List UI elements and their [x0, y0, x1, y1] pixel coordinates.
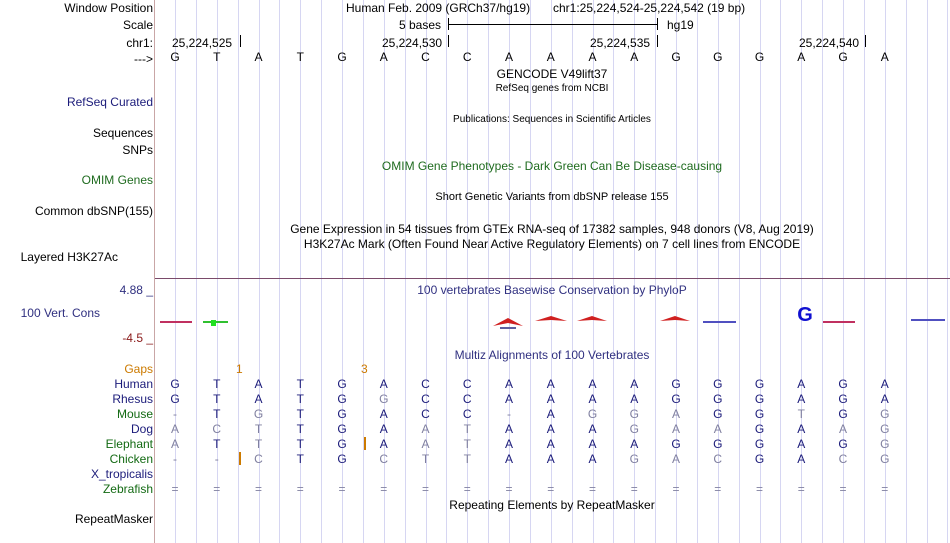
track-image-area[interactable]	[155, 0, 950, 543]
mouse-base: C	[462, 407, 472, 421]
species-zebrafish[interactable]: Zebrafish	[102, 482, 153, 496]
chicken-base: C	[713, 452, 723, 466]
alignment-row-dog	[155, 422, 950, 436]
repeatmasker-track-title: Repeating Elements by RepeatMasker	[449, 498, 655, 512]
track-label-sequences[interactable]: Sequences	[92, 126, 153, 140]
dog-base: T	[254, 422, 263, 436]
zebrafish-base: =	[338, 482, 346, 496]
zebrafish-base: =	[588, 482, 596, 496]
rhesus-base: G	[838, 392, 848, 406]
ruler-tick	[448, 35, 449, 47]
assembly-title: Human Feb. 2009 (GRCh37/hg19)	[346, 1, 531, 15]
track-label-dbsnp[interactable]: Common dbSNP(155)	[34, 204, 153, 218]
dog-base: T	[463, 422, 471, 436]
scale-bar-line	[448, 24, 657, 25]
dog-base: A	[797, 422, 806, 436]
scale-bar-right-tick	[657, 18, 658, 30]
phylop-letter-shape	[660, 316, 690, 321]
human-base: A	[797, 377, 806, 391]
gtex-track-title: Gene Expression in 54 tissues from GTEx RNA-seq of 17382 samples, 948 donors (V8, Aug 2019)	[290, 222, 814, 236]
dbsnp-track-title: Short Genetic Variants from dbSNP release 155	[435, 191, 669, 203]
scale-db-name: hg19	[667, 18, 694, 32]
phylop-logo-graph	[155, 300, 950, 340]
dog-base: A	[838, 422, 847, 436]
chicken-base: T	[421, 452, 430, 466]
reference-base: G	[337, 50, 347, 64]
human-base: C	[421, 377, 430, 391]
elephant-base: T	[463, 437, 471, 451]
chicken-base: A	[546, 452, 555, 466]
phylop-letter-shape	[493, 318, 523, 326]
phylop-bar	[823, 321, 855, 323]
insertion-marker	[364, 437, 366, 450]
mouse-base: T	[296, 407, 304, 421]
chicken-base: A	[797, 452, 806, 466]
chrom-label: chr1:	[126, 36, 153, 50]
reference-base: A	[254, 50, 263, 64]
chicken-base: G	[880, 452, 890, 466]
human-base: A	[379, 377, 388, 391]
mouse-base: A	[546, 407, 555, 421]
window-position-value: chr1:25,224,524-25,224,542 (19 bp)	[553, 1, 746, 15]
elephant-base: A	[797, 437, 806, 451]
mouse-base: T	[797, 407, 805, 421]
multiz-track-title: Multiz Alignments of 100 Vertebrates	[454, 348, 650, 362]
phylop-bar	[703, 321, 736, 323]
rhesus-base: G	[671, 392, 681, 406]
elephant-base: T	[254, 437, 263, 451]
species-chicken[interactable]: Chicken	[109, 452, 153, 466]
cons-min-label: -4.5 _	[122, 331, 153, 345]
dog-base: T	[296, 422, 304, 436]
human-base: A	[588, 377, 597, 391]
rhesus-base: A	[588, 392, 597, 406]
chicken-base: G	[337, 452, 347, 466]
reference-base: G	[170, 50, 180, 64]
zebrafish-base: =	[547, 482, 555, 496]
mouse-base: T	[213, 407, 221, 421]
ruler-tick	[657, 35, 658, 47]
track-label-gaps[interactable]: Gaps	[124, 362, 153, 376]
human-base: C	[462, 377, 472, 391]
rhesus-base: A	[797, 392, 806, 406]
gap-count: 3	[361, 362, 368, 376]
mouse-base: C	[421, 407, 430, 421]
reference-base: C	[462, 50, 472, 64]
mouse-base: G	[838, 407, 848, 421]
chicken-base: C	[254, 452, 263, 466]
elephant-base: G	[713, 437, 723, 451]
alignment-row-human	[155, 377, 950, 391]
elephant-base: A	[630, 437, 639, 451]
dog-base: G	[629, 422, 639, 436]
zebrafish-base: =	[421, 482, 429, 496]
reference-base: C	[421, 50, 430, 64]
human-base: G	[754, 377, 765, 391]
zebrafish-base: =	[171, 482, 179, 496]
publications-track-title: Publications: Sequences in Scientific Articles	[453, 114, 651, 125]
rhesus-base: G	[337, 392, 347, 406]
zebrafish-base: =	[463, 482, 471, 496]
zebrafish-base: =	[755, 482, 763, 496]
h3k27ac-track-title: H3K27Ac Mark (Often Found Near Active Regulatory Elements) on 7 cell lines from ENCODE	[303, 237, 801, 251]
chicken-base: G	[754, 452, 765, 466]
chicken-base: A	[588, 452, 597, 466]
reference-base: G	[713, 50, 723, 64]
mouse-base: G	[587, 407, 598, 421]
rhesus-base: A	[504, 392, 513, 406]
reference-sequence-row	[155, 50, 950, 64]
track-label-repeatmasker[interactable]: RepeatMasker	[74, 512, 153, 526]
reference-base: A	[880, 50, 889, 64]
gap-count: 1	[236, 362, 243, 376]
chicken-base: T	[296, 452, 304, 466]
elephant-base: T	[213, 437, 221, 451]
zebrafish-base: =	[672, 482, 680, 496]
zebrafish-base: =	[797, 482, 805, 496]
ruler-label: 25,224,525	[172, 36, 233, 50]
chicken-base: C	[379, 452, 389, 466]
dog-base: A	[421, 422, 430, 436]
dog-base: A	[504, 422, 513, 436]
dog-base: A	[588, 422, 597, 436]
track-label-refseq[interactable]: RefSeq Curated	[66, 95, 153, 109]
chicken-base: -	[214, 452, 219, 466]
cons-max-label: 4.88 _	[119, 283, 153, 297]
reference-base: A	[588, 50, 597, 64]
strand-arrow-label[interactable]: --->	[134, 52, 153, 66]
mouse-base: G	[253, 407, 264, 421]
reference-base: T	[296, 50, 304, 64]
ruler-tick	[240, 35, 241, 47]
rhesus-base: G	[713, 392, 723, 406]
ruler-label: 25,224,535	[590, 36, 651, 50]
zebrafish-base: =	[505, 482, 513, 496]
rhesus-base: T	[213, 392, 221, 406]
chicken-base: T	[463, 452, 471, 466]
mouse-base: -	[507, 407, 511, 421]
reference-base: A	[379, 50, 388, 64]
human-base: G	[671, 377, 681, 391]
human-base: G	[713, 377, 723, 391]
human-base: A	[880, 377, 889, 391]
reference-base: A	[797, 50, 806, 64]
human-base: A	[546, 377, 555, 391]
rhesus-base: A	[546, 392, 555, 406]
phylop-letter-shape	[577, 316, 607, 321]
chicken-base: C	[838, 452, 848, 466]
rhesus-base: G	[170, 392, 180, 406]
chicken-base: A	[504, 452, 513, 466]
dog-base: A	[546, 422, 555, 436]
ruler-tick	[865, 35, 866, 47]
zebrafish-base: =	[839, 482, 847, 496]
phylop-letter-shape	[535, 316, 567, 321]
chicken-base: -	[173, 452, 177, 466]
track-label-h3k27ac[interactable]: Layered H3K27Ac	[20, 250, 118, 264]
human-base: G	[170, 377, 180, 391]
alignment-row-zebrafish	[155, 482, 950, 496]
reference-base: G	[838, 50, 848, 64]
zebrafish-base: =	[296, 482, 304, 496]
elephant-base: G	[754, 437, 765, 451]
omim-phenotypes-title: OMIM Gene Phenotypes - Dark Green Can Be Disease-causing	[381, 159, 723, 173]
mouse-base: G	[880, 407, 890, 421]
phylop-bar	[500, 327, 516, 329]
mouse-base: G	[713, 407, 723, 421]
species-mouse[interactable]: Mouse	[116, 407, 153, 421]
dog-base: A	[379, 422, 388, 436]
track-label-column	[0, 0, 153, 543]
rhesus-base: C	[421, 392, 430, 406]
zebrafish-base: =	[254, 482, 262, 496]
reference-base: A	[630, 50, 639, 64]
phylop-bar	[911, 319, 945, 321]
reference-base: A	[546, 50, 555, 64]
zebrafish-base: =	[380, 482, 388, 496]
mouse-base: A	[379, 407, 388, 421]
zebrafish-base: =	[881, 482, 889, 496]
gencode-track-title[interactable]: GENCODE V49lift37	[496, 67, 608, 81]
zebrafish-base: =	[213, 482, 221, 496]
mouse-base: G	[754, 407, 765, 421]
elephant-base: A	[379, 437, 388, 451]
alignment-row-elephant	[155, 437, 950, 451]
alignment-row-chicken	[155, 452, 950, 466]
ruler-label: 25,224,540	[799, 36, 860, 50]
alignment-row-rhesus	[155, 392, 950, 406]
elephant-base: G	[671, 437, 681, 451]
human-base: G	[838, 377, 848, 391]
track-label-snps[interactable]: SNPs	[122, 143, 153, 157]
track-label-cons[interactable]: 100 Vert. Cons	[20, 306, 100, 320]
insertion-marker	[239, 452, 241, 465]
elephant-base: G	[880, 437, 890, 451]
phylop-bar	[211, 320, 216, 326]
species-human[interactable]: Human	[114, 377, 153, 391]
species-elephant[interactable]: Elephant	[105, 437, 153, 451]
chicken-base: G	[629, 452, 639, 466]
track-group-separator	[155, 278, 950, 279]
mouse-base: A	[671, 407, 680, 421]
elephant-base: A	[170, 437, 179, 451]
elephant-base: A	[546, 437, 555, 451]
dog-base: A	[671, 422, 680, 436]
phylop-bar	[160, 321, 192, 323]
rhesus-base: A	[880, 392, 889, 406]
human-base: A	[254, 377, 263, 391]
rhesus-base: C	[462, 392, 472, 406]
window-position-label: Window Position	[64, 1, 153, 15]
rhesus-base: G	[379, 392, 389, 406]
human-base: T	[213, 377, 221, 391]
dog-base: C	[212, 422, 222, 436]
human-base: G	[337, 377, 347, 391]
elephant-base: T	[296, 437, 304, 451]
track-label-omim[interactable]: OMIM Genes	[81, 173, 153, 187]
reference-base: A	[504, 50, 513, 64]
dog-base: G	[337, 422, 347, 436]
elephant-base: G	[838, 437, 848, 451]
phylop-logo-g: G	[797, 304, 813, 326]
dog-base: G	[754, 422, 765, 436]
mouse-base: -	[173, 407, 177, 421]
chicken-base: A	[671, 452, 680, 466]
dog-base: G	[880, 422, 890, 436]
mouse-base: G	[337, 407, 347, 421]
alignment-row-mouse	[155, 407, 950, 421]
elephant-base: A	[421, 437, 430, 451]
refseq-track-subtitle: RefSeq genes from NCBI	[495, 83, 609, 94]
elephant-base: A	[588, 437, 597, 451]
elephant-base: G	[337, 437, 347, 451]
mouse-base: G	[629, 407, 639, 421]
rhesus-base: A	[630, 392, 639, 406]
species-xtropicalis[interactable]: X_tropicalis	[90, 467, 153, 481]
human-base: A	[504, 377, 513, 391]
species-rhesus[interactable]: Rhesus	[112, 392, 153, 406]
human-base: A	[630, 377, 639, 391]
reference-base: G	[671, 50, 681, 64]
scale-label: Scale	[122, 18, 153, 32]
zebrafish-base: =	[630, 482, 638, 496]
ruler-label: 25,224,530	[382, 36, 443, 50]
rhesus-base: G	[754, 392, 765, 406]
species-dog[interactable]: Dog	[130, 422, 153, 436]
human-base: T	[296, 377, 304, 391]
zebrafish-base: =	[714, 482, 722, 496]
phylop-track-title: 100 vertebrates Basewise Conservation by PhyloP	[417, 283, 687, 297]
rhesus-base: T	[296, 392, 304, 406]
dog-base: A	[713, 422, 722, 436]
dog-base: A	[170, 422, 179, 436]
elephant-base: A	[504, 437, 513, 451]
reference-base: G	[754, 50, 765, 64]
reference-base: T	[213, 50, 221, 64]
scale-bar-text: 5 bases	[399, 18, 442, 32]
rhesus-base: A	[254, 392, 263, 406]
